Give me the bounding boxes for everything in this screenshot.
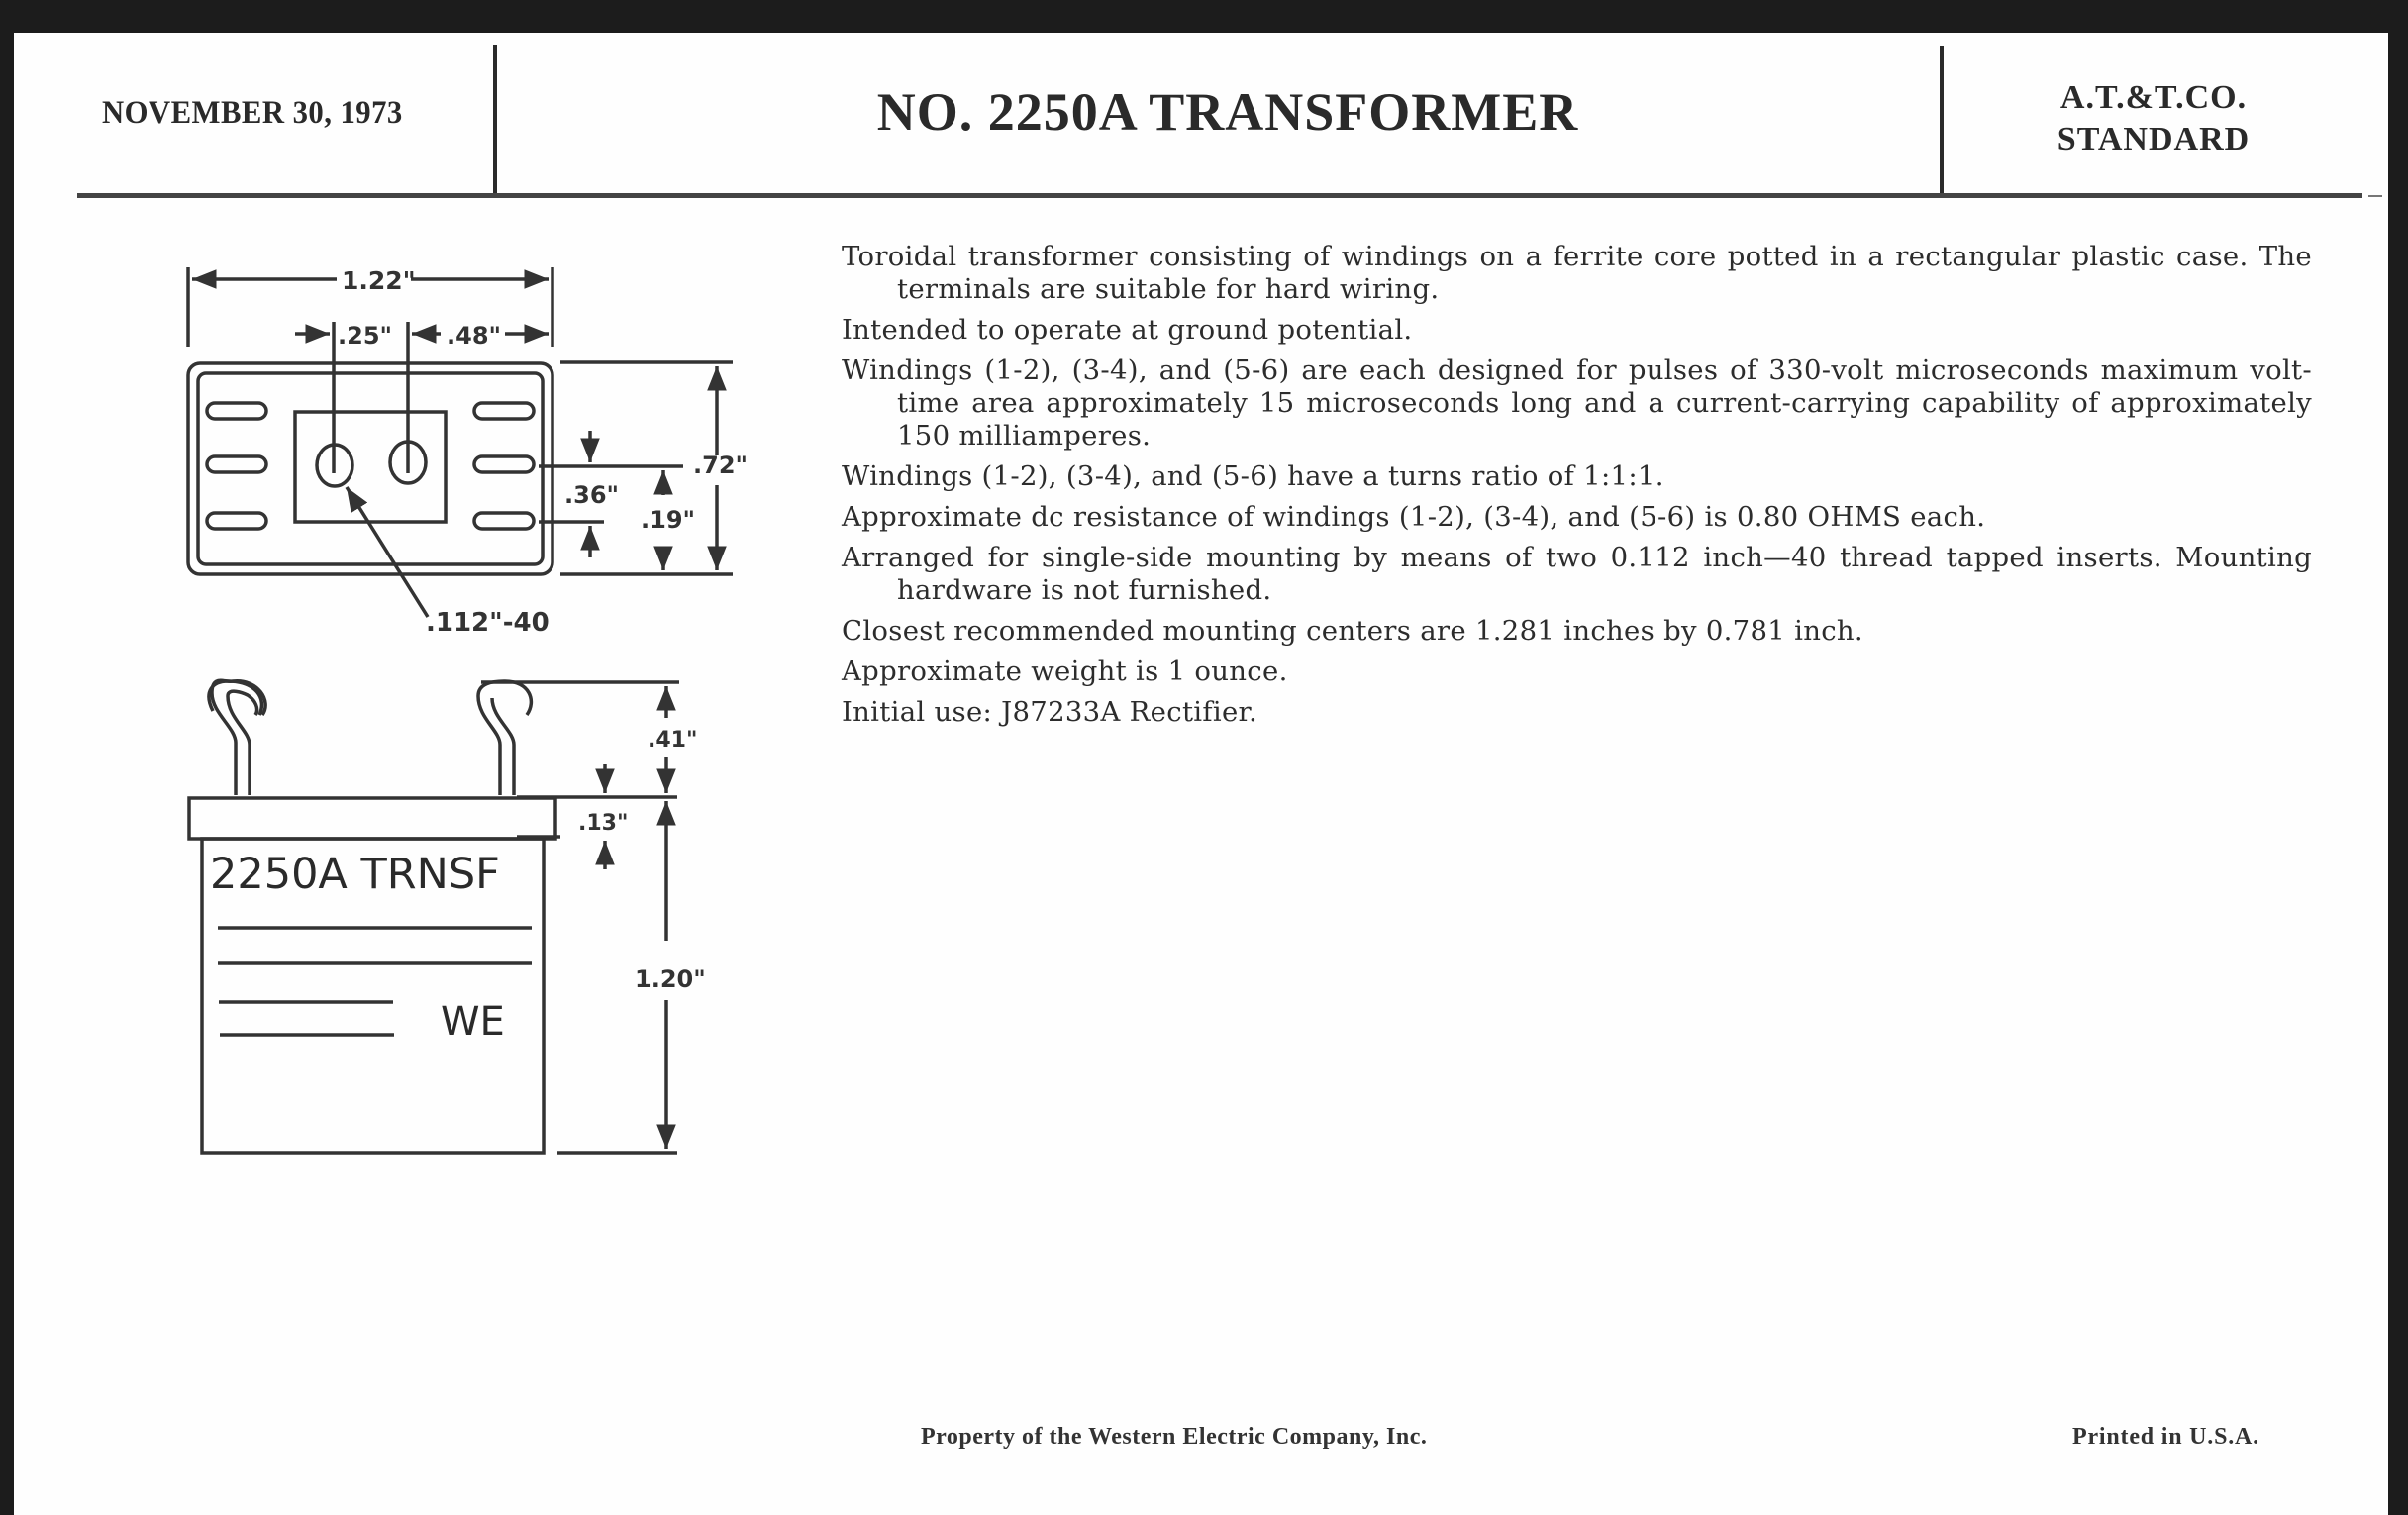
dim-label-lead-right: .48" <box>447 322 502 350</box>
terminal-hook-left-outer <box>212 680 265 795</box>
top-view <box>188 267 733 617</box>
case-stamp-code: 2250A TRNSF <box>210 850 500 899</box>
description-paragraph: Windings (1-2), (3-4), and (5-6) are each designed for pulses of 330-volt microseconds maximum volt-time area approximately 15 microseconds long and a current-carrying capability of approximately 150 milliamperes. <box>842 354 2312 452</box>
standard-label-standard: STANDARD <box>2057 121 2251 157</box>
slot <box>474 513 534 529</box>
case-stamp-maker: WE <box>441 999 505 1045</box>
slot <box>207 513 266 529</box>
thread-leader <box>347 487 428 617</box>
description-paragraph: Toroidal transformer consisting of windings on a ferrite core potted in a rectangular plastic case. The terminals are suitable for hard wiring. <box>842 241 2312 305</box>
description <box>842 241 2312 737</box>
printed-notice: Printed in U.S.A. <box>2072 1424 2259 1450</box>
slot <box>474 403 534 419</box>
terminal-hook-left-inner <box>228 691 257 795</box>
case-lip <box>189 798 555 839</box>
standard-label-company: A.T.&T.CO. <box>2059 79 2248 116</box>
terminal-hook-right <box>478 681 531 795</box>
side-view <box>189 680 679 1153</box>
dim-label-slot-offset: .19" <box>641 506 696 534</box>
dim-label-lead-left: .25" <box>338 322 393 350</box>
description-paragraph: Closest recommended mounting centers are 1.281 inches by 0.781 inch. <box>842 615 1863 647</box>
description-paragraph: Approximate weight is 1 ounce. <box>842 656 1288 687</box>
slot <box>207 403 266 419</box>
issue-date: NOVEMBER 30, 1973 <box>102 95 403 131</box>
description-paragraph: Windings (1-2), (3-4), and (5-6) have a turns ratio of 1:1:1. <box>842 460 1664 492</box>
dim-label-depth: .72" <box>693 452 749 479</box>
description-paragraph: Arranged for single-side mounting by means of two 0.112 inch—40 thread tapped inserts. Mounting hardware is not furnished. <box>842 542 2312 606</box>
dim-label-body-height: 1.20" <box>635 965 706 993</box>
dim-label-slot-spacing: .36" <box>564 481 620 509</box>
thread-callout: .112"-40 <box>426 608 550 638</box>
dim-label-width: 1.22" <box>342 266 416 295</box>
terminal-hook-right-inner <box>492 698 514 795</box>
dim-label-terminal-height: .41" <box>648 728 698 753</box>
slot <box>207 456 266 472</box>
page-title: NO. 2250A TRANSFORMER <box>876 82 1579 142</box>
property-notice: Property of the Western Electric Company, Inc. <box>921 1424 1428 1450</box>
description-paragraph: Approximate dc resistance of windings (1-2), (3-4), and (5-6) is 0.80 OHMS each. <box>842 501 1986 533</box>
slot <box>474 456 534 472</box>
description-paragraph: Intended to operate at ground potential. <box>842 314 1413 346</box>
case-outline <box>188 363 552 574</box>
description-paragraph: Initial use: J87233A Rectifier. <box>842 696 1258 728</box>
dim-label-lip-height: .13" <box>578 811 629 836</box>
